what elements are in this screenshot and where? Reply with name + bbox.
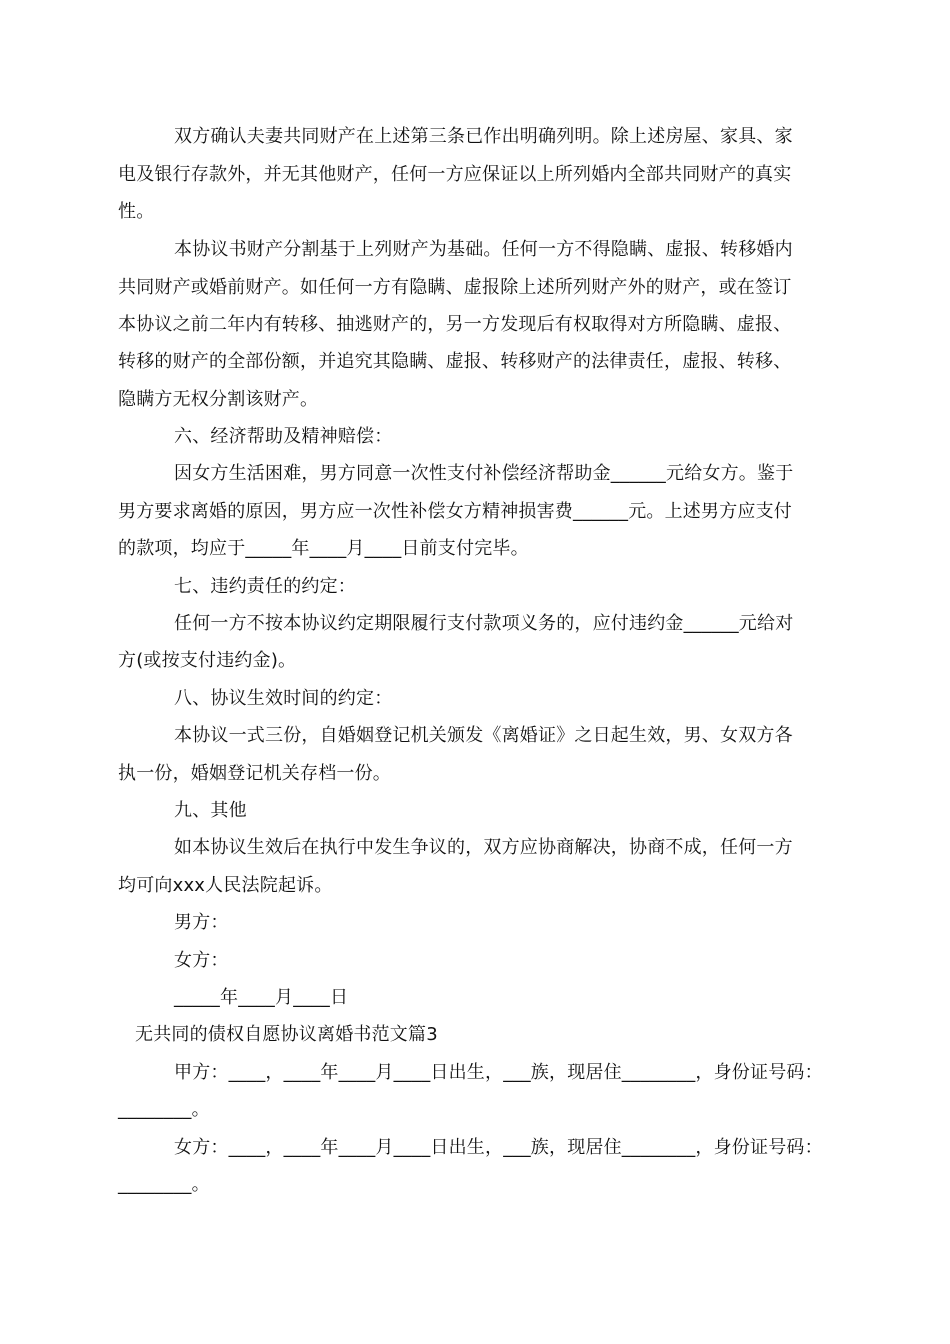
text-line: 任何一方不按本协议约定期限履行支付款项义务的，应付违约金______元给对: [174, 613, 794, 634]
section-heading: 八、协议生效时间的约定：: [174, 688, 393, 709]
text-line: 甲方：____，____年____月____日出生，___族，现居住________，身份证号码：: [174, 1062, 823, 1083]
text-line: ________。: [118, 1174, 210, 1195]
text-line: 如本协议生效后在执行中发生争议的，双方应协商解决，协商不成，任何一方: [174, 837, 793, 858]
section-heading: 七、违约责任的约定：: [174, 576, 356, 597]
text-line: 性。: [118, 201, 155, 222]
text-line: 因女方生活困难，男方同意一次性支付补偿经济帮助金______元给女方。鉴于: [174, 463, 794, 484]
text-line: 本协议书财产分割基于上列财产为基础。任何一方不得隐瞒、虚报、转移婚内: [174, 239, 793, 260]
text-line: 隐瞒方无权分割该财产。: [118, 389, 319, 410]
text-line: 共同财产或婚前财产。如任何一方有隐瞒、虚报除上述所列财产外的财产，或在签订: [118, 277, 792, 298]
section-heading: 九、其他: [174, 800, 247, 821]
text-line: 均可向xxx人民法院起诉。: [118, 875, 333, 896]
text-line: 女方：____，____年____月____日出生，___族，现居住________，身份证号码：: [174, 1137, 823, 1158]
text-line: 本协议之前二年内有转移、抽逃财产的，另一方发现后有权取得对方所隐瞒、虚报、: [118, 314, 792, 335]
signature-female: 女方：: [174, 950, 229, 971]
template-title: 无共同的债权自愿协议离婚书范文篇3: [135, 1024, 438, 1045]
signature-male: 男方：: [174, 912, 229, 933]
text-line: 方(或按支付违约金)。: [118, 650, 297, 671]
text-line: 双方确认夫妻共同财产在上述第三条已作出明确列明。除上述房屋、家具、家: [174, 126, 793, 147]
text-line: 电及银行存款外，并无其他财产，任何一方应保证以上所列婚内全部共同财产的真实: [118, 164, 792, 185]
text-line: 执一份，婚姻登记机关存档一份。: [118, 763, 391, 784]
text-line: 的款项，均应于_____年____月____日前支付完毕。: [118, 538, 529, 559]
signature-date: _____年____月____日: [174, 987, 349, 1008]
text-line: 本协议一式三份，自婚姻登记机关颁发《离婚证》之日起生效，男、女双方各: [174, 725, 793, 746]
text-line: 男方要求离婚的原因，男方应一次性补偿女方精神损害费______元。上述男方应支付: [118, 501, 792, 522]
section-heading: 六、经济帮助及精神赔偿：: [174, 426, 393, 447]
text-line: 转移的财产的全部份额，并追究其隐瞒、虚报、转移财产的法律责任，虚报、转移、: [118, 351, 792, 372]
text-line: ________。: [118, 1099, 210, 1120]
